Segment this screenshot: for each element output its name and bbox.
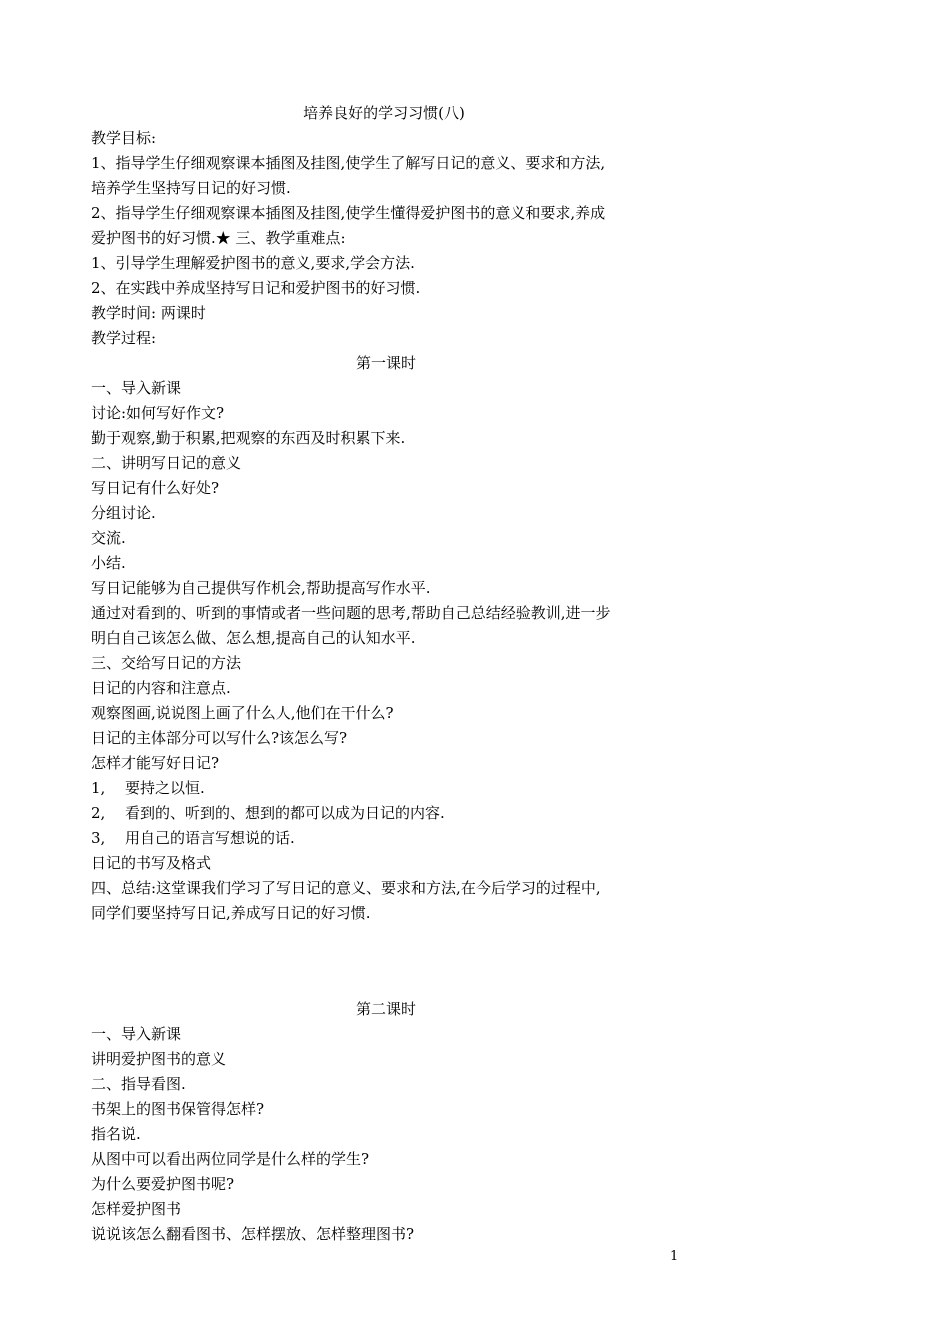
paragraph-line: 交流. (91, 529, 126, 547)
paragraph-line: 书架上的图书保管得怎样? (91, 1100, 265, 1118)
teaching-time: 教学时间: 两课时 (91, 304, 206, 322)
lesson-1-section-2-title: 二、讲明写日记的意义 (91, 454, 242, 472)
paragraph-line: 写日记有什么好处? (91, 479, 220, 497)
summary-line-2: 同学们要坚持写日记,养成写日记的好习惯. (91, 904, 371, 922)
paragraph-line: 日记的内容和注意点. (91, 679, 231, 697)
summary-line-1: 四、总结:这堂课我们学习了写日记的意义、要求和方法,在今后学习的过程中, (91, 879, 601, 897)
lesson-1-heading: 第一课时 (355, 354, 416, 372)
list-item (91, 826, 691, 851)
paragraph-line: 明白自己该怎么做、怎么想,提高自己的认知水平. (91, 629, 416, 647)
page-number: 1 (670, 1249, 679, 1264)
list-number: 3, (91, 829, 106, 847)
paragraph-line: 日记的书写及格式 (91, 854, 212, 872)
paragraph-line: 写日记能够为自己提供写作机会,帮助提高写作水平. (91, 579, 431, 597)
lesson-1-section-3-title: 三、交给写日记的方法 (91, 654, 242, 672)
teaching-process: 教学过程: (91, 329, 157, 347)
list-text: 用自己的语言写想说的话. (125, 829, 295, 847)
paragraph-line: 小结. (91, 554, 126, 572)
lesson-2-section-2-title: 二、指导看图. (91, 1075, 186, 1093)
paragraph-line: 观察图画,说说图上画了什么人,他们在干什么? (91, 704, 394, 722)
objective-1-line-2: 培养学生坚持写日记的好习惯. (91, 179, 291, 197)
paragraph-line: 勤于观察,勤于积累,把观察的东西及时积累下来. (91, 429, 406, 447)
lesson-2-section-1-title: 一、导入新课 (91, 1025, 182, 1043)
document-title: 培养良好的学习习惯(八) (303, 104, 465, 122)
paragraph-line: 日记的主体部分可以写什么?该怎么写? (91, 729, 348, 747)
body-part-2 (91, 997, 691, 1247)
paragraph-line: 怎样爱护图书 (91, 1200, 182, 1218)
objectives-heading: 教学目标: (91, 129, 157, 147)
list-text: 看到的、听到的、想到的都可以成为日记的内容. (125, 804, 445, 822)
paragraph-line: 说说该怎么翻看图书、怎样摆放、怎样整理图书? (91, 1225, 415, 1243)
objective-2-line-1: 2、指导学生仔细观察课本插图及挂图,使学生懂得爱护图书的意义和要求,养成 (91, 204, 606, 222)
body-part-1 (91, 126, 691, 926)
list-number: 1, (91, 779, 106, 797)
paragraph-line: 怎样才能写好日记? (91, 754, 220, 772)
list-item (91, 776, 691, 801)
paragraph-line: 为什么要爱护图书呢? (91, 1175, 235, 1193)
objective-2-line-2: 爱护图书的好习惯.★ 三、教学重难点: (91, 229, 346, 247)
paragraph-line: 分组讨论. (91, 504, 156, 522)
key-point-1: 1、引导学生理解爱护图书的意义,要求,学会方法. (91, 254, 415, 272)
list-item (91, 801, 691, 826)
lesson-1-section-1-title: 一、导入新课 (91, 379, 182, 397)
key-point-2: 2、在实践中养成坚持写日记和爱护图书的好习惯. (91, 279, 421, 297)
objective-1-line-1: 1、指导学生仔细观察课本插图及挂图,使学生了解写日记的意义、要求和方法, (91, 154, 606, 172)
list-text: 要持之以恒. (125, 779, 205, 797)
paragraph-line: 讲明爱护图书的意义 (91, 1050, 227, 1068)
paragraph-line: 从图中可以看出两位同学是什么样的学生? (91, 1150, 370, 1168)
paragraph-line: 通过对看到的、听到的事情或者一些问题的思考,帮助自己总结经验教训,进一步 (91, 604, 611, 622)
paragraph-line: 讨论:如何写好作文? (91, 404, 225, 422)
list-number: 2, (91, 804, 106, 822)
paragraph-line: 指名说. (91, 1125, 141, 1143)
lesson-2-heading: 第二课时 (355, 1000, 416, 1018)
